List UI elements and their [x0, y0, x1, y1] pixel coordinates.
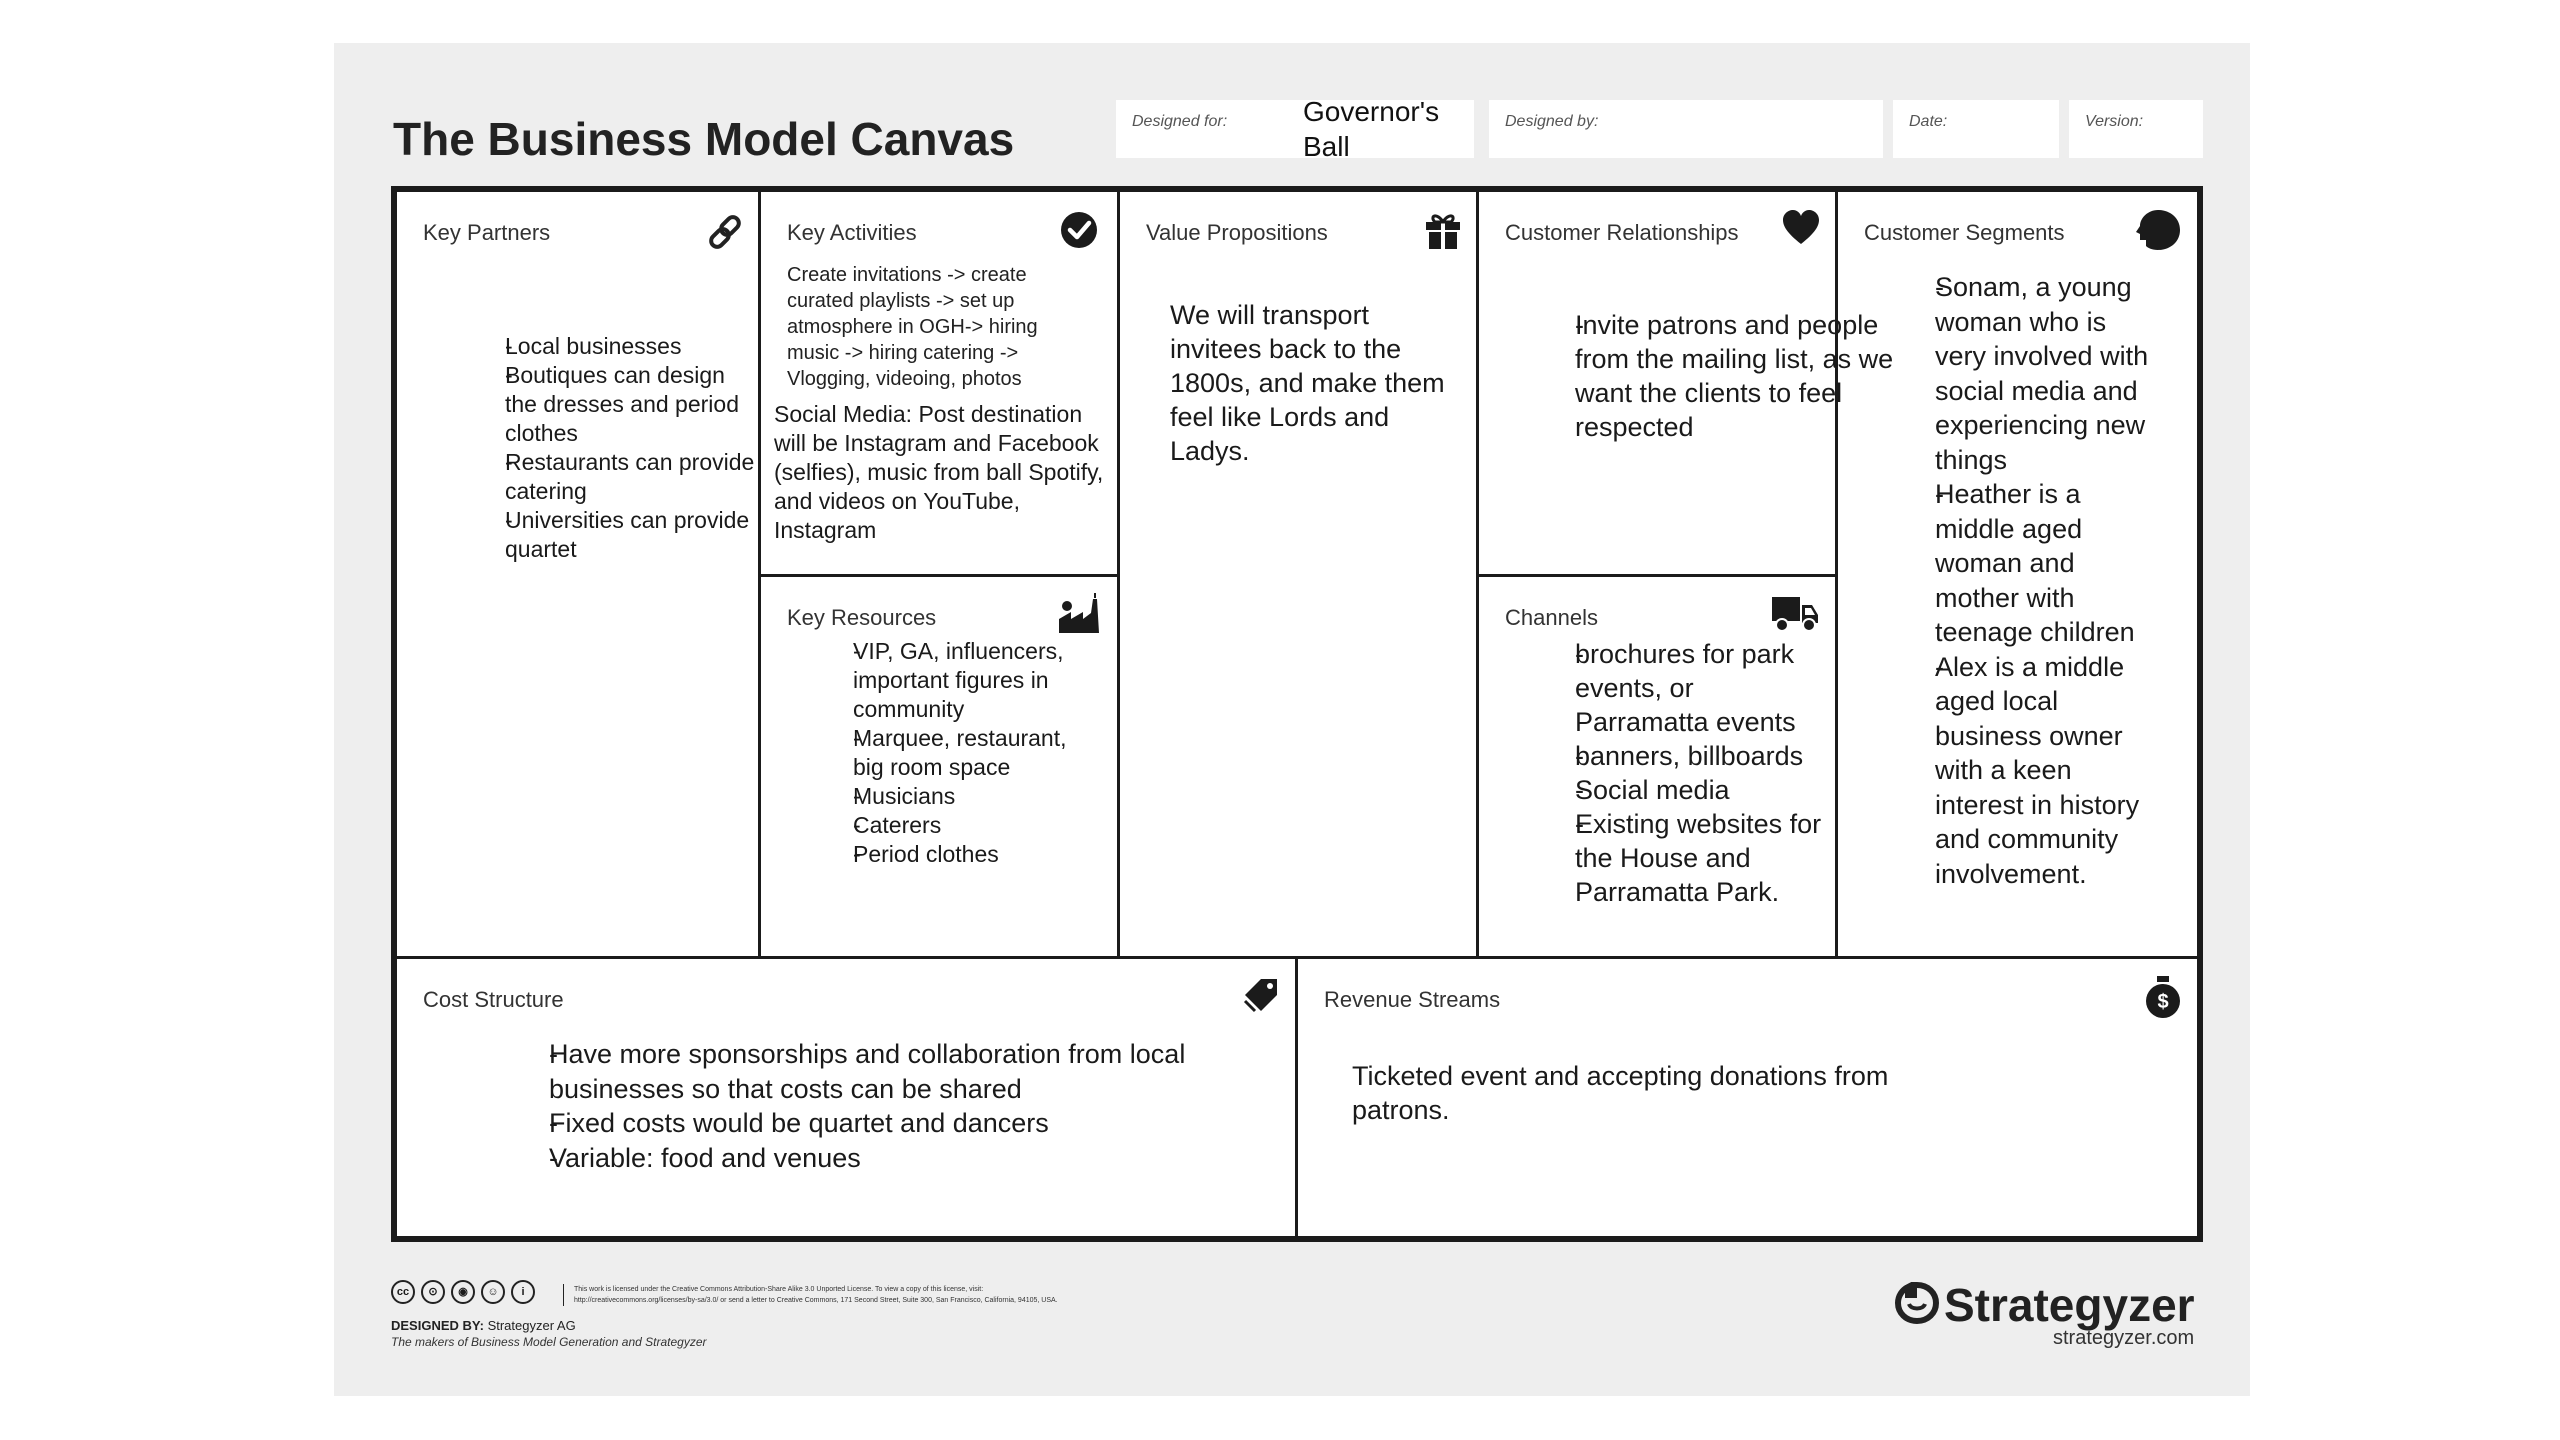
value-propositions-block[interactable]: [1117, 192, 1476, 956]
link-icon: [707, 212, 747, 252]
list-item: - Existing websites for the House and Parramatta Park.: [1503, 807, 1823, 909]
customer-relationships-block[interactable]: [1476, 192, 1894, 574]
cost-structure-block[interactable]: [397, 956, 1295, 1236]
key-resources-title: Key Resources: [787, 605, 937, 630]
value-propositions-title: Value Propositions: [1146, 220, 1328, 245]
factory-icon: [1057, 593, 1103, 635]
money-bag-icon: [2143, 975, 2183, 1019]
list-item: - Invite patrons and people from the mailing list, as we want the clients to feel respected: [1503, 308, 1903, 444]
strategyzer-logo-text: Strategyzer: [1944, 1279, 2195, 1331]
list-item: - Local businesses: [437, 332, 757, 361]
list-item: - Musicians: [781, 782, 1101, 811]
tagline: The makers of Business Model Generation and Strategyzer: [391, 1335, 707, 1349]
cost-structure-title: Cost Structure: [423, 987, 564, 1012]
list-item: - Social media: [1503, 773, 1823, 807]
designed-by-credit-label: DESIGNED BY:: [391, 1318, 484, 1333]
key-activities-title: Key Activities: [787, 220, 917, 245]
designed-by-label: Designed by:: [1505, 113, 1599, 130]
heart-icon: [1781, 208, 1821, 248]
revenue-streams-title: Revenue Streams: [1324, 987, 1501, 1012]
list-item: - Alex is a middle aged local business owner with a keen interest in history and community involvement.: [1864, 650, 2164, 892]
business-model-canvas: [391, 186, 2203, 1242]
list-item: - Fixed costs would be quartet and dancers: [477, 1106, 1277, 1141]
designed-for-field[interactable]: [1116, 96, 1474, 162]
list-item: - Marquee, restaurant, big room space: [781, 724, 1101, 782]
list-item: - Restaurants can provide catering: [437, 448, 757, 506]
page-title: The Business Model Canvas: [393, 113, 1015, 165]
cc-sa-icon: ⊙: [421, 1280, 445, 1304]
key-activities-social: Social Media: Post destination will be Instagram and Facebook (selfies), music from ball Spotify, and videos on YouTube, Instagram: [774, 401, 1104, 543]
list-item: - banners, billboards: [1503, 739, 1823, 773]
value-propositions-text: We will transport invitees back to the 1800s, and make them feel like Lords and Ladys.: [1170, 300, 1445, 466]
cc-nc-icon: ☺: [481, 1280, 505, 1304]
version-field[interactable]: [2069, 100, 2203, 158]
key-partners-block[interactable]: [397, 192, 758, 956]
strategyzer-logo-icon: [1894, 1282, 1940, 1324]
key-resources-list: [781, 637, 1101, 869]
channels-block[interactable]: [1476, 574, 1835, 956]
designed-by-field[interactable]: [1489, 100, 1883, 158]
list-item: - Heather is a middle aged woman and mother with teenage children: [1864, 477, 2164, 650]
cost-structure-list: [477, 1037, 1277, 1175]
license-text: [563, 1284, 1234, 1306]
list-item: - brochures for park events, or Parramatta events: [1503, 637, 1823, 739]
date-label: Date:: [1909, 113, 1948, 130]
revenue-streams-text: Ticketed event and accepting donations from patrons.: [1352, 1061, 1889, 1125]
strategyzer-url[interactable]: strategyzer.com: [2053, 1327, 2195, 1349]
list-item: - Have more sponsorships and collaboration from local businesses so that costs can be shared: [477, 1037, 1277, 1106]
list-item: - Caterers: [781, 811, 1101, 840]
revenue-streams-block[interactable]: [1295, 956, 2197, 1236]
cc-by-icon: ◉: [451, 1280, 475, 1304]
svg-text:$: $: [2157, 991, 2169, 1013]
customer-segments-list: [1864, 270, 2164, 891]
designed-for-value: Governor's Ball: [1303, 96, 1440, 162]
list-item: - Variable: food and venues: [477, 1141, 1277, 1176]
list-item: - Boutiques can design the dresses and period clothes: [437, 361, 757, 448]
customer-segments-block[interactable]: [1835, 192, 2197, 956]
date-field[interactable]: [1893, 100, 2059, 158]
designed-for-label: Designed for:: [1132, 113, 1228, 130]
key-activities-steps: Create invitations -> create curated playlists -> set up atmosphere in OGH-> hiring music -> hiring catering -> Vlogging, videoing, photos: [787, 264, 1038, 390]
cc-attribution-icon: i: [511, 1280, 535, 1304]
key-resources-block[interactable]: [758, 574, 1117, 956]
gift-icon: [1423, 210, 1463, 250]
designed-by-credit-value: Strategyzer AG: [487, 1318, 576, 1333]
version-label: Version:: [2085, 113, 2144, 130]
checkmark-icon: [1059, 210, 1099, 250]
channels-list: [1503, 637, 1823, 909]
list-item: - Universities can provide quartet: [437, 506, 757, 564]
head-icon: [2134, 208, 2182, 252]
price-tag-icon: [1241, 975, 1281, 1015]
key-partners-title: Key Partners: [423, 220, 551, 245]
designed-by-credit: [391, 1318, 576, 1333]
list-item: - Sonam, a young woman who is very involved with social media and experiencing new things: [1864, 270, 2164, 477]
license-text-line-2: http://creativecommons.org/licenses/by-sa/3.0/ or send a letter to Creative Commons, 171 Second Street, Suite 300, San Francisco, California, 94105, USA.: [574, 1297, 1058, 1304]
cc-icon: cc: [391, 1280, 415, 1304]
key-partners-list: [437, 332, 757, 564]
license-badges: [391, 1280, 541, 1304]
key-activities-block[interactable]: [758, 192, 1117, 574]
truck-icon: [1770, 593, 1820, 633]
customer-segments-title: Customer Segments: [1864, 220, 2065, 245]
list-item: - Period clothes: [781, 840, 1101, 869]
channels-title: Channels: [1505, 605, 1598, 630]
list-item: - VIP, GA, influencers, important figures in community: [781, 637, 1101, 724]
customer-relationships-title: Customer Relationships: [1505, 220, 1739, 245]
license-text-line-1: This work is licensed under the Creative Commons Attribution-Share Alike 3.0 Unported License. To view a copy of this license, visit:: [574, 1286, 984, 1293]
